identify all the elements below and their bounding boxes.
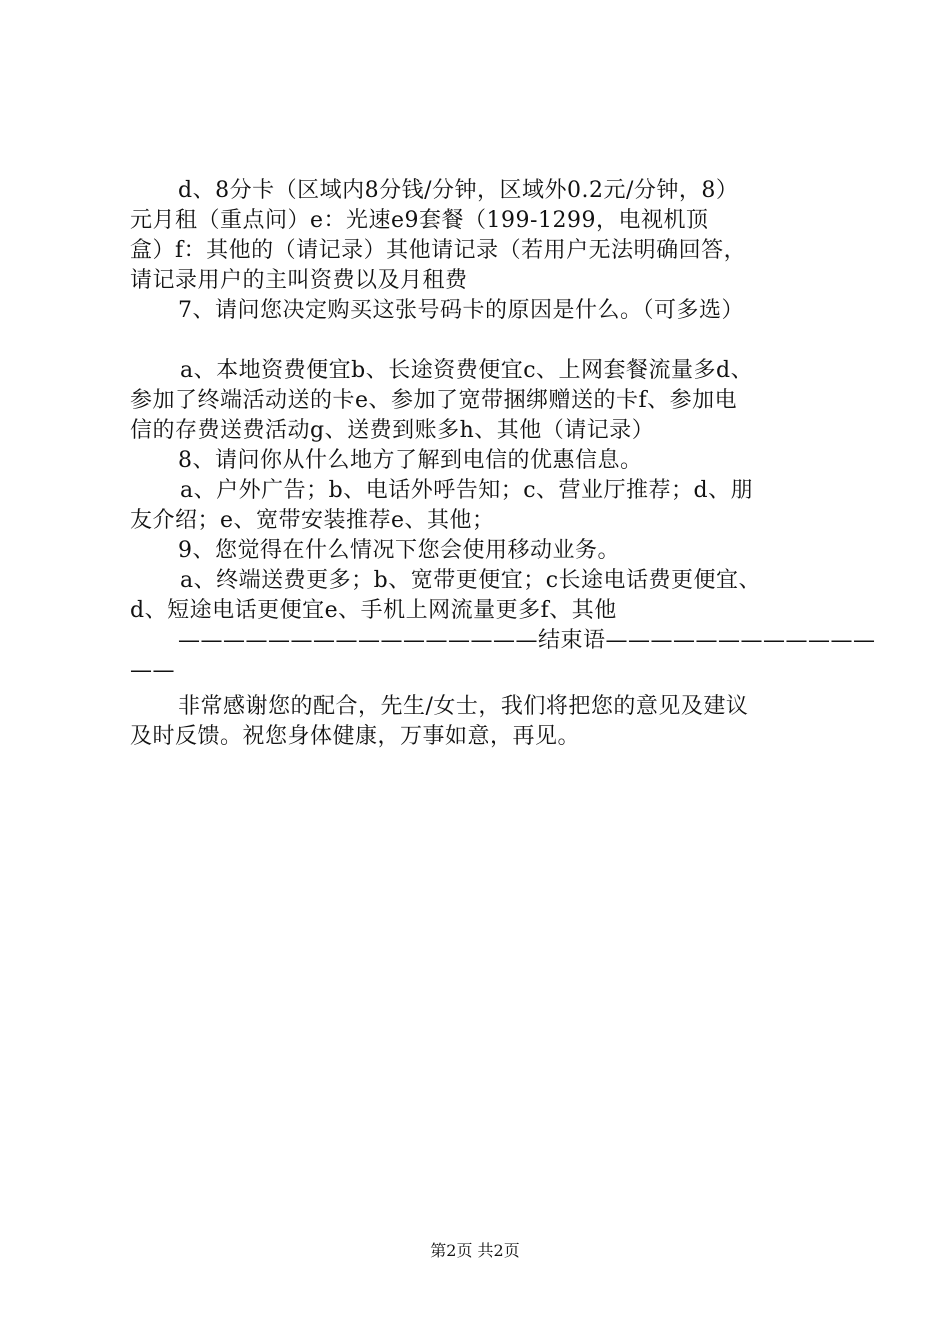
q9-options-line-1: a、终端送费更多；b、宽带更便宜；c长途电话费更便宜、: [180, 568, 762, 593]
closing-divider-tail: ——: [130, 658, 175, 683]
q9-options-line-2: d、短途电话更便宜e、手机上网流量更多f、其他: [130, 598, 617, 623]
closing-divider: ————————————————结束语————————————: [178, 628, 876, 653]
record-note-line: 请记录用户的主叫资费以及月租费: [130, 268, 468, 293]
paragraph-gap: [130, 326, 830, 356]
q7-options-line-1: a、本地资费便宜b、长途资费便宜c、上网套餐流量多d、: [180, 358, 754, 383]
question-8: 8、请问你从什么地方了解到电信的优惠信息。: [178, 448, 643, 473]
q8-options-line-1: a、户外广告；b、电话外呼告知；c、营业厅推荐；d、朋: [180, 478, 754, 503]
q7-options-line-2: 参加了终端活动送的卡e、参加了宽带捆绑赠送的卡f、参加电: [130, 388, 738, 413]
page-footer: 第2页 共2页: [430, 1241, 520, 1260]
document-body: [130, 176, 876, 752]
question-9: 9、您觉得在什么情况下您会使用移动业务。: [178, 538, 620, 563]
q7-options-line-3: 信的存费送费活动g、送费到账多h、其他（请记录）: [130, 418, 655, 443]
closing-line-2: 及时反馈。祝您身体健康，万事如意，再见。: [130, 724, 581, 749]
question-7: 7、请问您决定购买这张号码卡的原因是什么。（可多选）: [178, 298, 744, 323]
closing-line-1: 非常感谢您的配合，先生/女士，我们将把您的意见及建议: [178, 694, 749, 719]
option-f-line: 盒）f：其他的（请记录）其他请记录（若用户无法明确回答，: [130, 238, 747, 263]
q8-options-line-2: 友介绍；e、宽带安装推荐e、其他；: [130, 508, 495, 533]
option-d-line: d、8分卡（区域内8分钱/分钟，区域外0.2元/分钟，8）: [178, 178, 739, 203]
option-e-line: 元月租（重点问）e：光速e9套餐（199-1299，电视机顶: [130, 208, 709, 233]
